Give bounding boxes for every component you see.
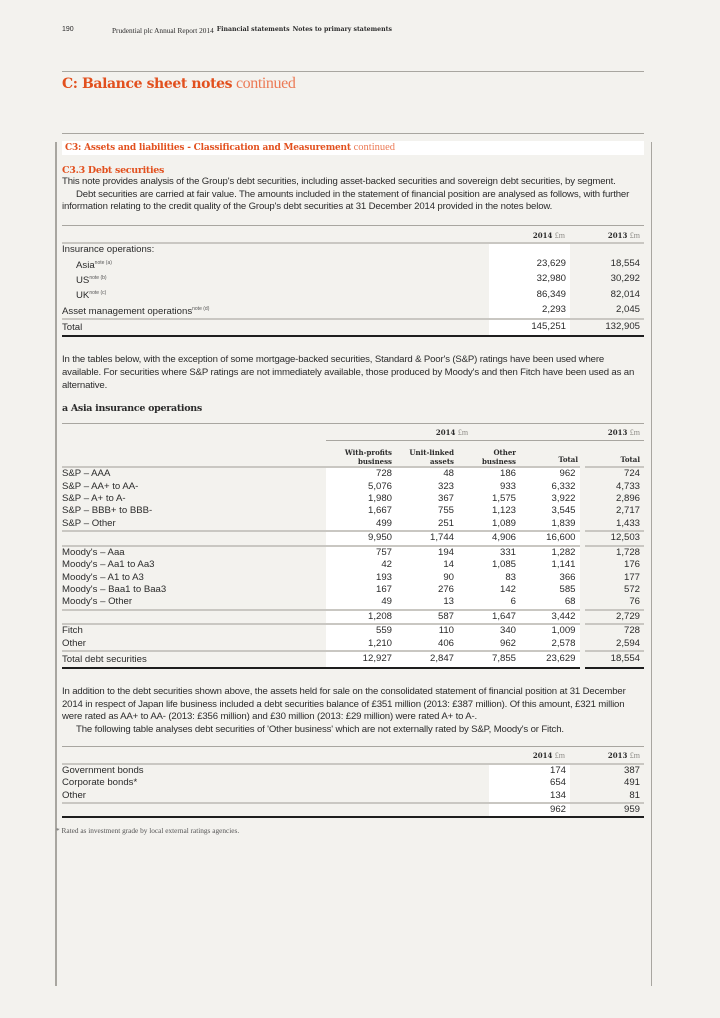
cell-value: 1,208 <box>326 610 396 624</box>
ratings-paragraph: In the tables below, with the exception of some mortgage-backed securities, Standard & Poor's (S&P) ratings have been used where available. For securities where S&P ratings are not immediately available, those produced by Moody's and then Fitch have been used as an alternative. <box>62 354 635 391</box>
left-border <box>55 142 57 986</box>
table-row <box>62 584 644 596</box>
cell-value: 7,855 <box>458 651 520 668</box>
cell-value: 3,545 <box>520 505 582 517</box>
cell-value: 6 <box>458 596 520 609</box>
cell-value: 585 <box>520 584 582 596</box>
cell-value: 1,647 <box>458 610 520 624</box>
table-row <box>62 467 644 480</box>
cell-value: 724 <box>582 467 644 480</box>
table-header-row <box>62 226 644 244</box>
cell-value: 176 <box>623 559 640 571</box>
japan-paragraph: In addition to the debt securities shown above, the assets held for sale on the consolidated statement of financial position at 31 December 2014 in respect of Japan life business included a debt securities balance of £351 million (2013: £387 million). Of this amount, £321 million were rated as AA+ to AA- (2013: £356 million) and £30 million (2013: £29 million) were rated A+ to A-. <box>62 685 626 723</box>
table-row <box>62 481 644 493</box>
cell-value: 194 <box>396 546 458 559</box>
cell-value: 366 <box>520 572 582 584</box>
cell-value: 12,503 <box>582 531 644 545</box>
cell-value: 1,089 <box>458 518 520 531</box>
note-content <box>56 141 644 836</box>
subtotal-row <box>62 610 644 624</box>
cell-value: 83 <box>458 572 520 584</box>
cell-value: 559 <box>326 624 396 637</box>
cell-value: 6,332 <box>520 481 582 493</box>
section-name: Financial statements <box>216 26 290 33</box>
cell-value: 323 <box>396 481 458 493</box>
fair-value-paragraph: Debt securities are carried at fair value. The amounts included in the statement of financial position are analysed as follows, with further information relating to the credit quality of the Group's debt securities at 31 December 2014 provided in the notes below. <box>62 188 630 213</box>
footnote: * Rated as investment grade by local external ratings agencies. <box>56 826 240 836</box>
other-business-table <box>62 746 644 819</box>
table-row <box>62 596 644 609</box>
cell-value: 90 <box>396 572 458 584</box>
running-header <box>62 26 392 35</box>
row-label: Moody's – Other <box>62 596 133 608</box>
table-row <box>62 638 644 651</box>
cell-value: 14 <box>396 559 458 571</box>
cell-value: 4,906 <box>458 531 520 545</box>
table-row: Government bonds 174 387 <box>62 764 644 777</box>
cell-value: 186 <box>458 467 520 480</box>
subtotal-row <box>62 531 644 545</box>
cell-value: 16,600 <box>520 531 582 545</box>
cell-value: 2,896 <box>615 493 640 505</box>
row-label: S&P – BBB+ to BBB- <box>62 505 153 517</box>
cell-value: 251 <box>396 518 458 531</box>
table-row: UK$^{note (c)}$ 86,349 82,014 <box>76 288 640 302</box>
cell-value: 5,076 <box>326 481 396 493</box>
cell-value: 340 <box>458 624 520 637</box>
asia-heading: a Asia insurance operations <box>62 403 202 415</box>
col-other-business: Other business <box>481 448 516 467</box>
row-label: S&P – A+ to A- <box>62 493 126 505</box>
col-unit-linked: Unit-linked assets <box>409 448 454 467</box>
col-with-profits: With-profits business <box>344 448 392 467</box>
cell-value: 1,575 <box>458 493 520 505</box>
cell-value: 76 <box>629 596 640 608</box>
table-row <box>62 572 644 584</box>
cell-value: 757 <box>326 546 396 559</box>
cell-value: 933 <box>458 481 520 493</box>
cell-value: 1,744 <box>396 531 458 545</box>
cell-value: 2,717 <box>615 505 640 517</box>
row-label <box>62 531 326 545</box>
cell-value: 587 <box>396 610 458 624</box>
group-2013: 2013 £m <box>582 424 644 441</box>
cell-value: 42 <box>326 559 396 571</box>
cell-value: 1,282 <box>520 546 582 559</box>
cell-value: 1,210 <box>326 638 396 651</box>
row-label: S&P – AA+ to AA- <box>62 480 139 492</box>
col-2013: 2013 £m <box>570 226 644 244</box>
cell-value: 3,442 <box>520 610 582 624</box>
divider <box>62 71 644 72</box>
cell-value: 49 <box>326 596 396 609</box>
row-label <box>62 610 326 624</box>
cell-value: 23,629 <box>520 651 582 668</box>
cell-value: 13 <box>396 596 458 609</box>
col-total-2013: Total <box>620 454 640 464</box>
col-total-2014: Total <box>558 454 578 464</box>
total-row: Total 145,251 132,905 <box>62 319 644 336</box>
table-column-header <box>62 440 644 467</box>
table-row: Asset management operations$^{note (d)}$ 2,293 2,045 <box>62 303 644 319</box>
cell-value: 406 <box>396 638 458 651</box>
intro-paragraph: This note provides analysis of the Group's debt securities, including asset-backed securities and sovereign debt securities, by segment. <box>62 176 616 187</box>
cell-value: 1,839 <box>520 518 582 531</box>
table-row <box>62 518 644 531</box>
cell-value: 728 <box>582 624 644 637</box>
cell-value: 9,950 <box>326 531 396 545</box>
cell-value: 68 <box>520 596 582 609</box>
table-row <box>62 493 644 505</box>
cell-value: 48 <box>396 467 458 480</box>
col-2014: 2014 £m <box>489 226 570 244</box>
cell-value: 167 <box>326 584 396 596</box>
cell-value: 499 <box>326 518 396 531</box>
cell-value: 1,728 <box>582 546 644 559</box>
subsection-name: Notes to primary statements <box>292 26 392 33</box>
col-2014: 2014 £m <box>489 746 570 764</box>
row-label: Moody's – A1 to A3 <box>62 571 144 583</box>
cell-value: 18,554 <box>582 651 644 668</box>
cell-value: 177 <box>623 571 640 583</box>
page-number: 190 <box>62 26 74 33</box>
group-2014: 2014 £m <box>326 424 582 441</box>
cell-value: 2,847 <box>396 651 458 668</box>
cell-value: 110 <box>396 624 458 637</box>
table-row: Asia$^{note (a)}$ 23,629 18,554 <box>76 258 640 271</box>
group-label: Insurance operations: <box>62 243 489 256</box>
cell-value: 1,141 <box>520 559 582 571</box>
cell-value: 728 <box>326 467 396 480</box>
table-row: Corporate bonds* 654 491 <box>62 777 640 789</box>
total-row <box>62 651 644 668</box>
subsection-heading: C3.3 Debt securities <box>62 165 165 176</box>
asia-table <box>62 423 644 669</box>
cell-value: 1,123 <box>458 505 520 517</box>
cell-value: 331 <box>458 546 520 559</box>
table-row: US$^{note (b)}$ 32,980 30,292 <box>76 273 640 286</box>
cell-value: 1,085 <box>458 559 520 571</box>
cell-value: 962 <box>520 467 582 480</box>
cell-value: 1,667 <box>326 505 396 517</box>
row-label: S&P – Other <box>62 517 116 529</box>
table-row <box>62 624 644 637</box>
report-title: Prudential plc Annual Report 2014 <box>112 26 214 35</box>
row-label: S&P – AAA <box>62 467 326 480</box>
cell-value: 2,729 <box>582 610 644 624</box>
table-row <box>62 505 644 517</box>
right-border <box>651 142 652 986</box>
row-label: Moody's – Aa1 to Aa3 <box>62 559 155 571</box>
cell-value: 1,980 <box>326 493 396 505</box>
cell-value: 1,009 <box>520 624 582 637</box>
table-row <box>62 559 644 571</box>
table-header-row <box>62 746 644 764</box>
cell-value: 3,922 <box>520 493 582 505</box>
row-label: Total debt securities <box>62 651 326 668</box>
cell-value: 2,594 <box>615 637 640 649</box>
cell-value: 276 <box>396 584 458 596</box>
cell-value: 572 <box>623 583 640 595</box>
col-2013: 2013 £m <box>570 746 644 764</box>
cell-value: 755 <box>396 505 458 517</box>
row-label: Moody's – Aaa <box>62 546 326 559</box>
note-header-band: C3: Assets and liabilities - Classification and Measurement continued <box>62 141 644 155</box>
row-label: Fitch <box>62 624 326 637</box>
row-label: Other <box>62 637 86 649</box>
table-row: Other 134 81 <box>62 790 644 803</box>
cell-value: 4,733 <box>615 480 640 492</box>
cell-value: 367 <box>396 493 458 505</box>
table-group-header <box>62 424 644 441</box>
row-label: Moody's – Baa1 to Baa3 <box>62 583 167 595</box>
cell-value: 193 <box>326 572 396 584</box>
divider <box>62 133 644 134</box>
section-title: C: Balance sheet notes continued <box>62 75 296 92</box>
cell-value: 12,927 <box>326 651 396 668</box>
table-row <box>62 546 644 559</box>
summary-table <box>62 225 644 337</box>
cell-value: 962 <box>458 638 520 651</box>
other-business-paragraph: The following table analyses debt securities of 'Other business' which are not externally rated by S&P, Moody's or Fitch. <box>76 724 564 736</box>
total-row: 962 959 <box>62 803 644 817</box>
cell-value: 142 <box>458 584 520 596</box>
cell-value: 2,578 <box>520 638 582 651</box>
cell-value: 1,433 <box>615 517 640 529</box>
